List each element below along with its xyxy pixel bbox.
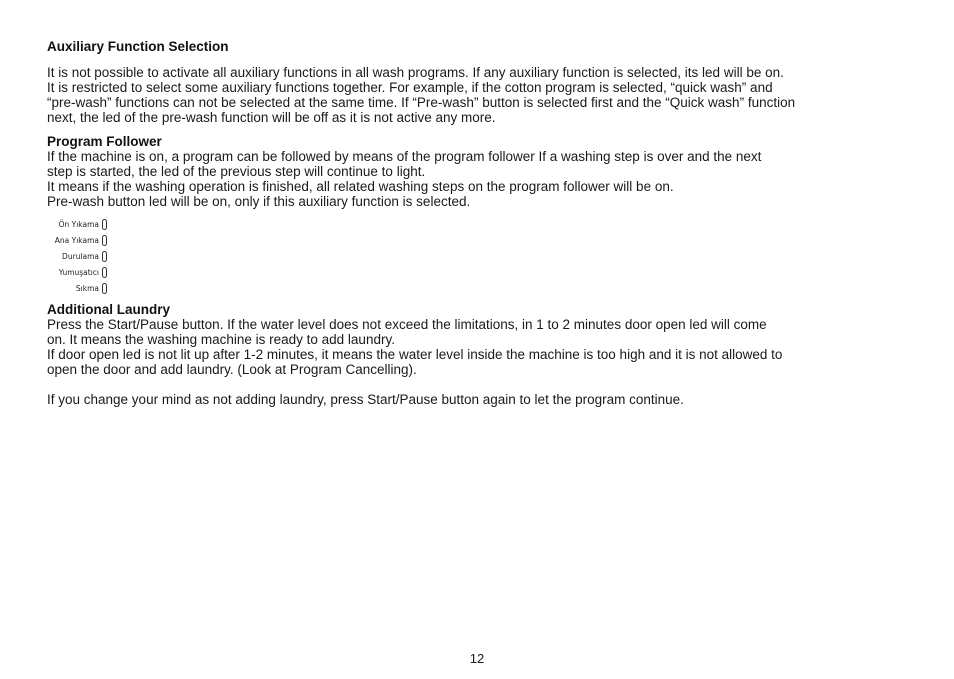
program-follower-heading: Program Follower xyxy=(47,134,162,149)
page-number: 12 xyxy=(469,651,485,666)
program-follower-text xyxy=(47,149,877,209)
paragraph-line: It is restricted to select some auxiliary functions together. For example, if the cotton program is selected, “quick wash” and xyxy=(47,80,773,95)
step-label: Yumuşatıcı xyxy=(58,267,99,277)
paragraph-line: step is started, the led of the previous step will continue to light. xyxy=(47,164,426,179)
paragraph-line: If door open led is not lit up after 1-2 minutes, it means the water level inside the machine is too high and it is not allowed to xyxy=(47,347,783,362)
follower-step xyxy=(47,280,107,296)
additional-laundry-text xyxy=(47,317,877,407)
paragraph-line: Press the Start/Pause button. If the water level does not exceed the limitations, in 1 to 2 minutes door open led will come xyxy=(47,317,767,332)
step-label: Ana Yıkama xyxy=(54,235,99,245)
paragraph-line: It means if the washing operation is finished, all related washing steps on the program follower will be on. xyxy=(47,179,674,194)
paragraph-line: It is not possible to activate all auxiliary functions in all wash programs. If any auxiliary function is selected, its led will be on. xyxy=(47,65,784,80)
paragraph-line: “pre-wash” functions can not be selected at the same time. If “Pre-wash” button is selected first and the “Quick wash” function xyxy=(47,95,796,110)
led-indicator-icon xyxy=(102,251,107,262)
led-indicator-icon xyxy=(102,267,107,278)
paragraph-line: next, the led of the pre-wash function will be off as it is not active any more. xyxy=(47,110,496,125)
program-follower-diagram xyxy=(47,216,107,296)
manual-page xyxy=(47,36,877,407)
paragraph-line: If the machine is on, a program can be followed by means of the program follower If a washing step is over and the next xyxy=(47,149,762,164)
additional-laundry-heading: Additional Laundry xyxy=(47,302,170,317)
led-indicator-icon xyxy=(102,235,107,246)
follower-step xyxy=(47,232,107,248)
auxiliary-function-text xyxy=(47,65,877,125)
led-indicator-icon xyxy=(102,283,107,294)
follower-step xyxy=(47,216,107,232)
step-label: Sıkma xyxy=(75,283,99,293)
follower-step xyxy=(47,264,107,280)
closing-paragraph: If you change your mind as not adding laundry, press Start/Pause button again to let the program continue. xyxy=(47,392,684,407)
step-label: Durulama xyxy=(62,251,99,261)
step-label: Ön Yıkama xyxy=(58,219,99,229)
paragraph-line: Pre-wash button led will be on, only if this auxiliary function is selected. xyxy=(47,194,471,209)
paragraph-line: on. It means the washing machine is ready to add laundry. xyxy=(47,332,395,347)
auxiliary-function-heading: Auxiliary Function Selection xyxy=(47,39,229,54)
follower-step xyxy=(47,248,107,264)
paragraph-line: open the door and add laundry. (Look at Program Cancelling). xyxy=(47,362,417,377)
led-indicator-icon xyxy=(102,219,107,230)
